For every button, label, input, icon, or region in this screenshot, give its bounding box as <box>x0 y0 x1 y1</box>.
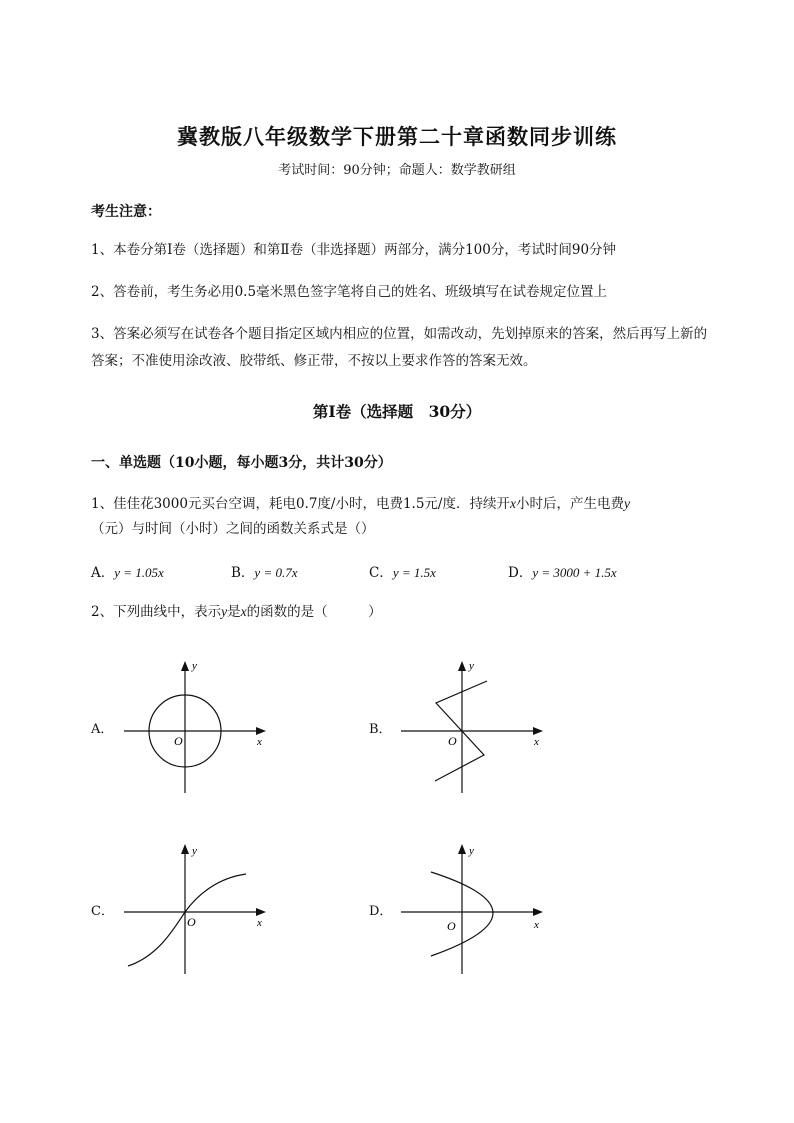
graph-b-zigzag <box>395 655 555 800</box>
q2-text-post: 的函数的是（ ） <box>246 604 382 620</box>
q1-var-x: x <box>509 496 516 511</box>
q1-option-d[interactable] <box>508 561 617 581</box>
q1-option-a-expr: y = 1.05x <box>114 565 164 580</box>
q1-option-c-expr: y = 1.5x <box>392 565 436 580</box>
y-axis-arrow <box>458 661 466 671</box>
x-axis-label: x <box>257 917 262 929</box>
q2-text-mid: 是 <box>227 604 241 620</box>
y-axis-arrow <box>181 661 189 671</box>
q1-option-a[interactable] <box>91 561 164 581</box>
x-axis-arrow <box>533 908 543 916</box>
q1-option-b-expr: y = 0.7x <box>254 565 298 580</box>
q2-option-d-label[interactable]: D． <box>369 904 393 919</box>
q1-option-c-label: C． <box>369 565 393 581</box>
q2-option-b-label[interactable]: B． <box>369 722 392 737</box>
origin-label: O <box>447 919 456 933</box>
graph-c-s-curve <box>118 838 278 983</box>
q1-option-a-label: A． <box>91 565 115 581</box>
q2-option-a-label[interactable]: A． <box>91 722 114 737</box>
x-axis-arrow <box>256 727 266 735</box>
q1-option-b[interactable] <box>231 561 297 581</box>
part-title: 一、单选题（10小题，每小题3分，共计30分） <box>91 455 392 471</box>
x-axis-label: x <box>534 736 539 748</box>
q2-var-y: y <box>221 604 228 619</box>
notice-heading: 考生注意： <box>91 204 161 220</box>
q2-text-pre: 2、下列曲线中，表示 <box>91 604 222 620</box>
q2-stem <box>91 598 382 626</box>
origin-label: O <box>174 734 183 748</box>
q1-line-1 <box>91 490 630 518</box>
section-title: 第I卷（选择题 30分） <box>312 402 482 421</box>
y-axis-label: y <box>469 660 474 672</box>
q1-option-d-label: D． <box>508 565 533 581</box>
q1-option-c[interactable] <box>369 561 436 581</box>
y-axis-label: y <box>469 845 474 857</box>
x-axis-label: x <box>257 736 262 748</box>
q2-option-c-label[interactable]: C． <box>91 904 114 919</box>
y-axis-label: y <box>192 845 197 857</box>
exam-subtitle: 考试时间：90分钟；命题人：数学教研组 <box>278 163 516 178</box>
q2-var-x: x <box>240 604 247 619</box>
y-axis-label: y <box>192 660 197 672</box>
graph-a-circle <box>118 655 278 800</box>
page-title: 冀教版八年级数学下册第二十章函数同步训练 <box>177 124 617 149</box>
q1-option-b-label: B． <box>231 565 255 581</box>
q1-var-y: y <box>623 496 630 511</box>
y-axis-arrow <box>181 844 189 854</box>
x-axis-arrow <box>533 727 543 735</box>
q1-line-2: （元）与时间（小时）之间的函数关系式是（） <box>91 521 375 537</box>
origin-label: O <box>187 915 196 929</box>
q1-option-d-expr: y = 3000 + 1.5x <box>532 565 617 580</box>
y-axis-arrow <box>458 844 466 854</box>
origin-label: O <box>448 734 457 748</box>
x-axis-arrow <box>256 908 266 916</box>
q1-text-mid: 小时后，产生电费 <box>515 496 624 512</box>
x-axis-label: x <box>534 919 539 931</box>
notice-item-3: 3、答案必须写在试卷各个题目指定区域内相应的位置，如需改动，先划掉原来的答案，然后再写上新的答案；不准使用涂改液、胶带纸、修正带，不按以上要求作答的答案无效。 <box>91 326 708 369</box>
graph-d-parabola <box>395 838 555 983</box>
notice-item-1: 1、本卷分第I卷（选择题）和第Ⅱ卷（非选择题）两部分，满分100分，考试时间90分钟 <box>91 242 617 258</box>
notice-item-2: 2、答卷前，考生务必用0.5毫米黑色签字笔将自己的姓名、班级填写在试卷规定位置上 <box>91 284 608 300</box>
q1-text-pre: 1、佳佳花3000元买台空调，耗电0.7度/小时，电费1.5元/度．持续开 <box>91 496 510 512</box>
